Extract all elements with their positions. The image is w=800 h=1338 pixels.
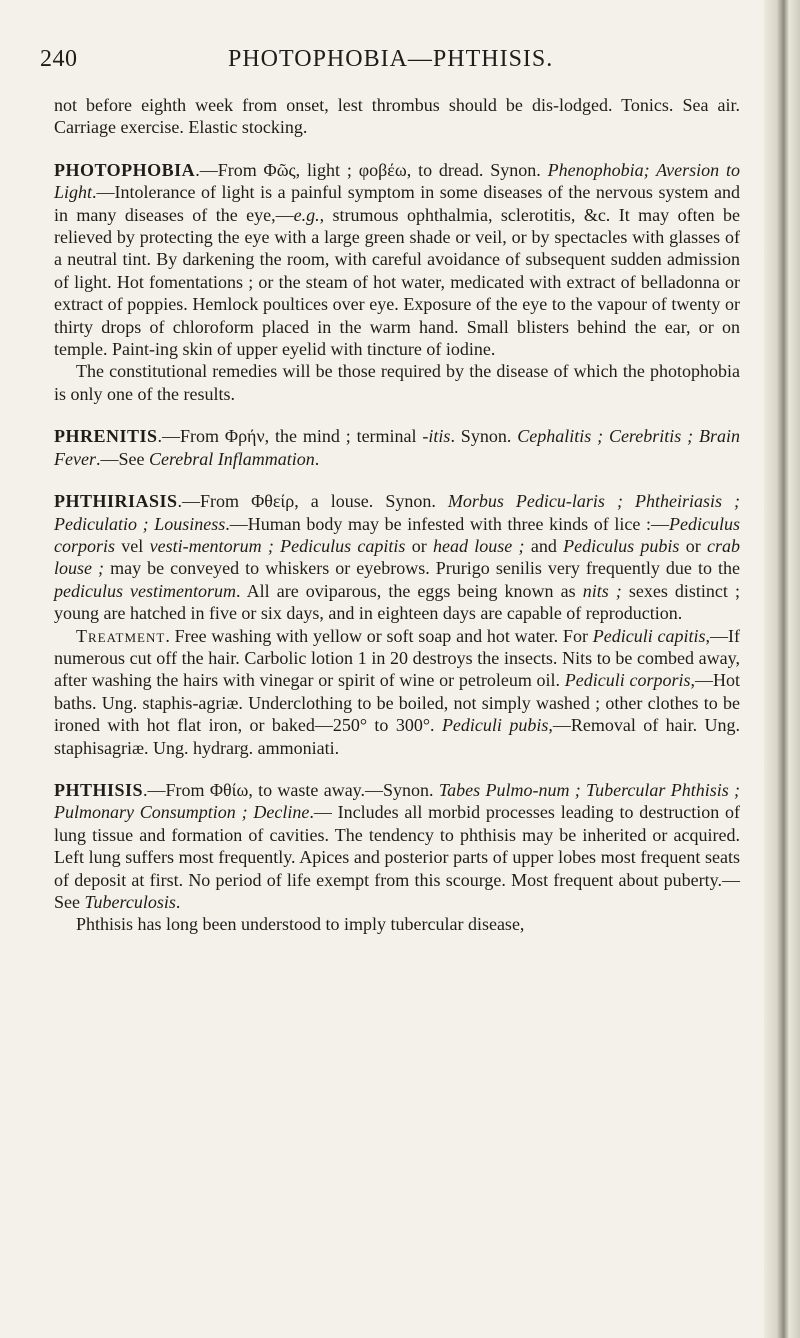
text-run: , strumous ophthalmia, sclerotitis, &c. It may often be relieved by protecting the eye with a large green shade or veil, or by spectacles with glasses of a neutral tint. By darkening the room, with careful avoidance of subsequent sudden admission of light. Hot fomentations ; or the steam of hot water, medicated with extract of belladonna or extract of poppies. Hemlock poultices over eye. Exposure of the eye to the vapour of twenty or thirty drops of chloroform placed in the warm hand. Small blisters behind the ear, or on temple. Paint-ing skin of upper eyelid with tincture of iodine.	[54, 204, 740, 360]
italic-text: crab louse ;	[54, 535, 740, 579]
italic-text: head louse ;	[432, 535, 525, 556]
entry-heading: PHTHISIS	[54, 779, 144, 800]
paragraph	[54, 94, 740, 139]
text-run: . Free washing with yellow or soft soap and hot water. For	[165, 625, 593, 646]
body-text	[54, 94, 740, 936]
italic-text: Pediculus corporis	[54, 513, 740, 556]
text-run: not before eighth week from onset, lest thrombus should be dis-lodged. Tonics. Sea air. Carriage exercise. Elastic stocking.	[54, 95, 740, 138]
text-run: .—From Φῶς, light ; φοβέω, to dread. Synon.	[195, 159, 548, 180]
text-run: and	[524, 535, 564, 556]
text-run: Treatment	[76, 625, 166, 646]
paragraph	[54, 425, 740, 470]
text-run: .—From Φρήν, the mind ; terminal -	[157, 426, 429, 447]
italic-text: Tuberculosis	[84, 892, 176, 912]
italic-text: Pediculi pubis	[441, 715, 549, 736]
text-run: .	[314, 448, 320, 469]
italic-text: vesti-mentorum ; Pediculus capitis	[149, 535, 406, 556]
paragraph	[54, 490, 740, 624]
text-run: or	[405, 535, 433, 556]
paragraph	[54, 913, 740, 935]
text-run: . All are oviparous, the eggs being known as	[236, 580, 583, 601]
text-run: .—Human body may be infested with three kinds of lice :—	[225, 513, 670, 534]
entry-heading: PHTHIRIASIS	[54, 491, 178, 512]
text-run: ,—If numerous cut off the hair. Carbolic lotion 1 in 20 destroys the insects. Nits to be combed away, after washing the hairs with vinegar or spirit of wine or petroleum oil.	[54, 625, 740, 691]
text-run: ,—Hot baths. Ung. staphis-agriæ. Underclothing to be boiled, not simply washed ; other clothes to be ironed with hot flat iron, or baked—250° to 300°.	[54, 670, 741, 736]
page-number: 240	[40, 46, 78, 72]
italic-text: Tabes Pulmo-num ; Tubercular Phthisis ; Pulmonary Consumption ; Decline	[54, 779, 740, 823]
text-run: .—Intolerance of light is a painful symptom in some diseases of the nervous system and in many diseases of the eye,—	[54, 182, 740, 225]
paragraph	[54, 779, 740, 913]
italic-text: pediculus vestimentorum	[54, 580, 237, 601]
text-run: .—From Φθείρ, a louse. Synon.	[177, 491, 448, 512]
running-head: PHOTOPHOBIA—PHTHISIS.	[228, 46, 554, 72]
text-run: sexes distinct ; young are hatched in five or six days, and in eighteen days are capable of reproduction.	[54, 580, 740, 624]
italic-text: Pediculi capitis	[592, 625, 706, 646]
italic-text: Pediculi corporis	[564, 670, 691, 691]
paragraph	[54, 159, 740, 361]
italic-text: Phenophobia; Aversion to Light	[54, 159, 740, 203]
text-run: ,—Removal of hair. Ung. staphisagriæ. Ung. hydrarg. ammoniati.	[54, 715, 740, 758]
italic-text: Pediculus pubis	[563, 535, 680, 556]
italic-text: Cerebral Inflammation	[148, 448, 315, 469]
text-run: .—See	[95, 448, 149, 469]
text-run: or	[679, 535, 707, 556]
text-run: vel	[115, 535, 150, 556]
page-header	[40, 46, 740, 72]
italic-text: e.g.	[293, 204, 320, 225]
entry-heading: PHOTOPHOBIA	[54, 159, 196, 180]
text-run: Phthisis has long been understood to imply tubercular disease,	[76, 914, 525, 935]
entry-heading: PHRENITIS	[54, 426, 158, 447]
text-run: may be conveyed to whiskers or eyebrows. Prurigo senilis very frequently due to the	[104, 558, 740, 579]
text-run: .—From Φθίω, to waste away.—Synon.	[143, 779, 439, 800]
italic-text: Cephalitis ; Cerebritis ; Brain Fever	[54, 426, 741, 469]
text-run: . Synon.	[450, 426, 518, 447]
italic-text: Morbus Pedicu-laris ; Phtheiriasis ; Pediculatio ; Lousiness	[54, 491, 740, 534]
italic-text: itis	[428, 426, 451, 447]
italic-text: nits ;	[582, 580, 622, 601]
text-run: .	[175, 892, 181, 912]
page-edge	[764, 0, 800, 1338]
paragraph	[54, 360, 740, 405]
text-run: The constitutional remedies will be those required by the disease of which the photophobia is only one of the results.	[54, 361, 740, 404]
paragraph	[54, 625, 740, 759]
text-run: .— Includes all morbid processes leading to destruction of lung tissue and formation of cavities. The tendency to phthisis may be inherited or acquired. Left lung suffers most frequently. Apices and posterior parts of upper lobes most frequent seats of deposit at first. No period of life exempt from this scourge. Most frequent about puberty.—See	[54, 802, 740, 912]
